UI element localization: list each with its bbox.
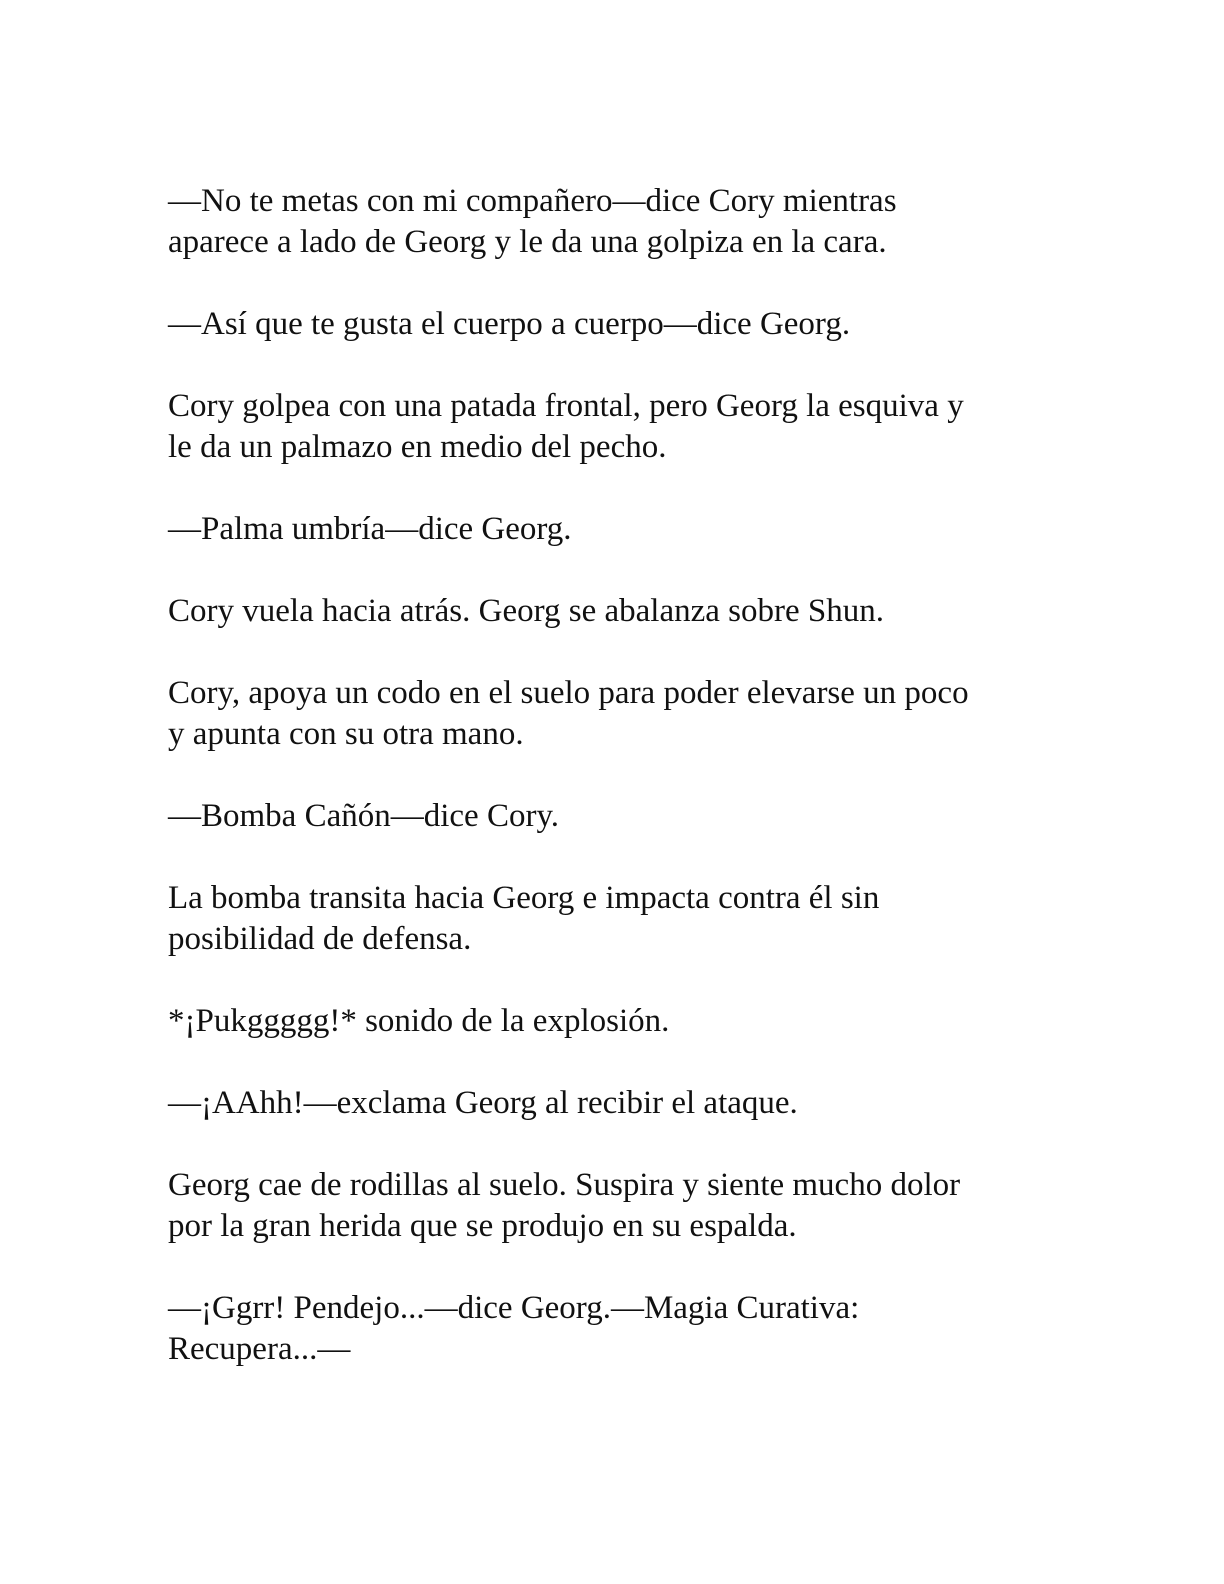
paragraph-12 [168, 1288, 1068, 1370]
paragraph-7 [168, 796, 1068, 837]
paragraph-line: y apunta con su otra mano. [168, 716, 524, 752]
paragraph-line: —¡Ggrr! Pendejo...—dice Georg.—Magia Curativa: [168, 1290, 860, 1326]
paragraph-11 [168, 1165, 1068, 1247]
paragraph-2 [168, 304, 1068, 345]
paragraph-line: Cory golpea con una patada frontal, pero Georg la esquiva y [168, 388, 964, 424]
paragraph-line: *¡Pukggggg!* sonido de la explosión. [168, 1003, 670, 1039]
paragraph-9 [168, 1001, 1068, 1042]
paragraph-line: por la gran herida que se produjo en su espalda. [168, 1208, 797, 1244]
paragraph-line: La bomba transita hacia Georg e impacta contra él sin [168, 880, 880, 916]
paragraph-3 [168, 386, 1068, 468]
paragraph-line: —Así que te gusta el cuerpo a cuerpo—dice Georg. [168, 306, 851, 342]
paragraph-8 [168, 878, 1068, 960]
paragraph-6 [168, 673, 1068, 755]
paragraph-line: le da un palmazo en medio del pecho. [168, 429, 667, 465]
paragraph-10 [168, 1083, 1068, 1124]
paragraph-line: Georg cae de rodillas al suelo. Suspira y siente mucho dolor [168, 1167, 961, 1203]
paragraph-line: Cory vuela hacia atrás. Georg se abalanza sobre Shun. [168, 593, 884, 629]
story-text [168, 181, 1068, 1411]
paragraph-line: posibilidad de defensa. [168, 921, 472, 957]
paragraph-line: —Bomba Cañón—dice Cory. [168, 798, 560, 834]
paragraph-line: —¡AAhh!—exclama Georg al recibir el ataque. [168, 1085, 798, 1121]
paragraph-line: —No te metas con mi compañero—dice Cory mientras [168, 183, 897, 219]
paragraph-line: Recupera...— [168, 1331, 351, 1367]
paragraph-line: —Palma umbría—dice Georg. [168, 511, 572, 547]
paragraph-line: aparece a lado de Georg y le da una golpiza en la cara. [168, 224, 887, 260]
paragraph-5 [168, 591, 1068, 632]
paragraph-1 [168, 181, 1068, 263]
paragraph-line: Cory, apoya un codo en el suelo para poder elevarse un poco [168, 675, 969, 711]
paragraph-4 [168, 509, 1068, 550]
